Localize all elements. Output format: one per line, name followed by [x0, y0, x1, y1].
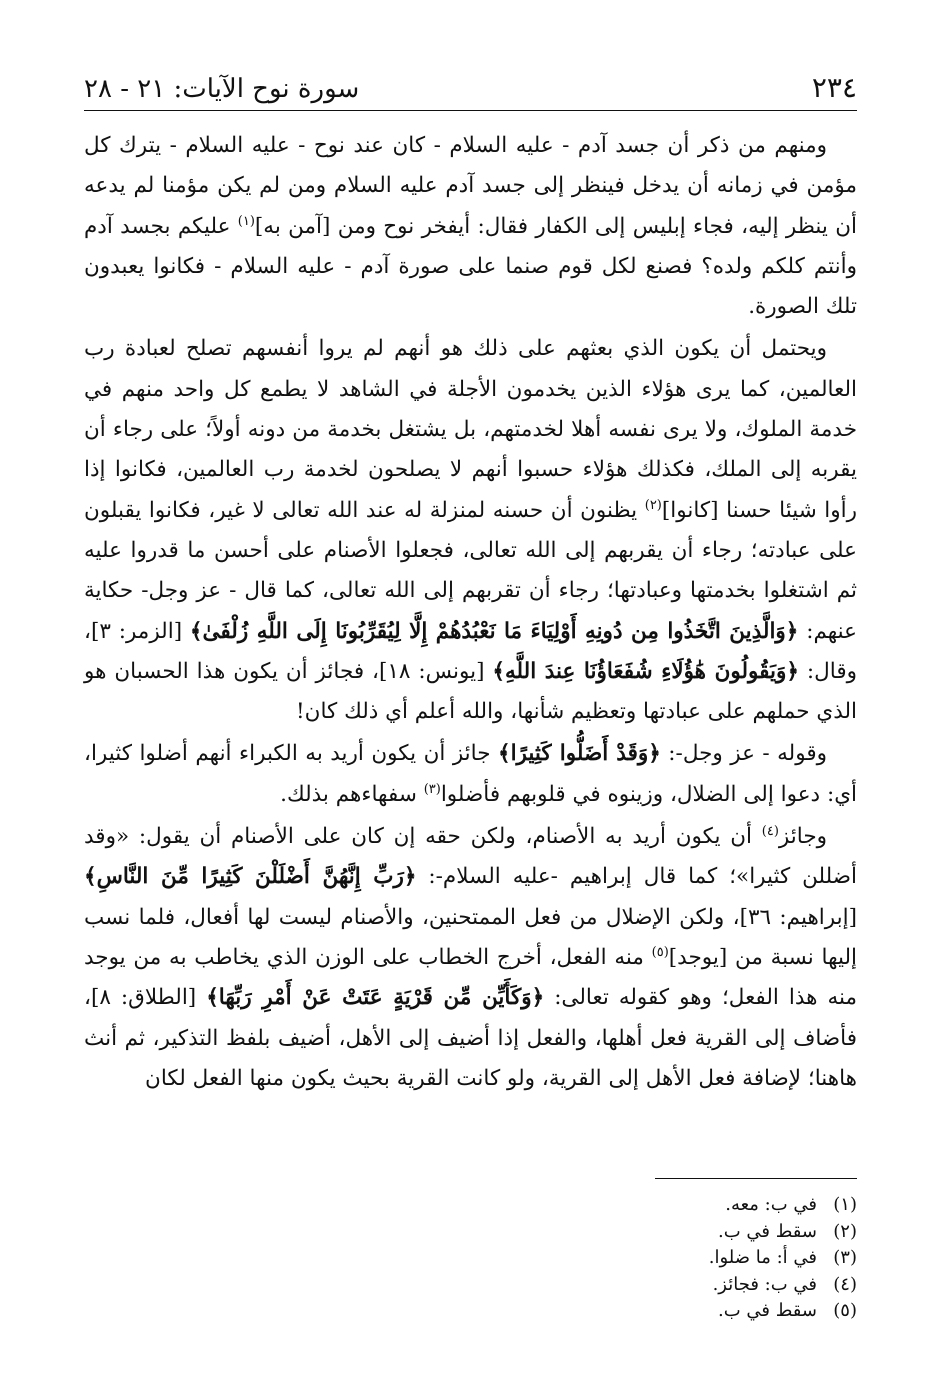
footnote-item [84, 1272, 857, 1299]
footnote-text: سقط في ب. [718, 1220, 817, 1242]
text-segment: سفهاءهم بذلك. [280, 781, 424, 807]
text-segment: [الطلاق: ٨]، فأضاف إلى القرية فعل أهلها، والفعل إذا أضيف إلى الأهل، أضيف بلفظ التذكير، ثم أنث هاهنا؛ لإضافة فعل الأهل إلى القرية، ولو كانت القرية بحيث يكون منها الفعل لكان [84, 985, 857, 1091]
text-segment: منه الفعل، أخرج الخطاب على الوزن الذي يخاطب به من يوجد منه هذا الفعل؛ وهو كقوله تعالى: [84, 944, 857, 1011]
footnotes-list [84, 1192, 857, 1325]
paragraph [84, 329, 857, 732]
footnote-ref: (٣) [423, 781, 441, 797]
quran-verse: ﴿وَكَأَيِّن مِّن قَرْيَةٍ عَتَتْ عَنْ أَمْرِ رَبِّهَا﴾ [206, 985, 545, 1011]
quran-verse: ﴿رَبِّ إِنَّهُنَّ أَضْلَلْنَ كَثِيرًا مِّنَ النَّاسِ﴾ [84, 864, 417, 890]
footnote-item [84, 1298, 857, 1325]
text-segment: [الزمر: ٣]، وقال: [84, 618, 857, 684]
footnote-text: سقط في ب. [718, 1300, 817, 1321]
footnote-ref: (٥) [651, 944, 669, 960]
quran-verse: ﴿وَقَدْ أَضَلُّوا كَثِيرًا﴾ [497, 741, 661, 767]
text-segment: جائز أن يكون أريد به الكبراء أنهم أضلوا كثيرا، أي: دعوا إلى الضلال، وزينوه في قلوبهم فأضلوا [84, 741, 857, 807]
text-segment: عليكم بجسد آدم وأنتم كلكم ولده؟ فصنع لكل قوم صنما على صورة آدم - عليه السلام - فكانوا يعبدون تلك الصورة. [84, 213, 857, 320]
header-divider [84, 110, 857, 111]
footnote-ref: (٢) [644, 497, 662, 513]
page-number: ٢٣٤ [811, 71, 857, 104]
footnote-text: في أ: ما ضلوا. [708, 1247, 817, 1268]
footnote-item [84, 1245, 857, 1272]
quran-verse: ﴿وَالَّذِينَ اتَّخَذُوا مِن دُونِهِ أَوْلِيَاءَ مَا نَعْبُدُهُمْ إِلَّا لِيُقَرِّبُونَا إِلَى اللَّهِ زُلْفَىٰ﴾ [189, 618, 799, 644]
footnote-ref: (٤) [761, 823, 779, 839]
quran-verse: ﴿وَيَقُولُونَ هَٰؤُلَاءِ شُفَعَاؤُنَا عِندَ اللَّهِ﴾ [492, 658, 799, 684]
page-header [84, 64, 857, 104]
footnote-text: في ب: معه. [725, 1194, 817, 1215]
text-segment: وجائز [778, 824, 827, 850]
footnote-text: في ب: فجائز. [712, 1273, 817, 1295]
footnote-item [84, 1192, 857, 1219]
footnote-number: (٥) [833, 1300, 857, 1321]
text-segment: [إبراهيم: ٣٦]، ولكن الإضلال من فعل الممتحنين، والأصنام ليست لها أفعال، فلما نسب إليها نسبة من [يوجد] [84, 904, 857, 970]
footnote-item [84, 1219, 857, 1246]
text-segment: ومنهم من ذكر أن جسد آدم - عليه السلام - كان عند نوح - عليه السلام - يترك كل مؤمن في زمانه أن يدخل فينظر إلى جسد آدم عليه السلام ومن لم يكن مؤمنا لم يدعه أن ينظر إليه، فجاء إبليس إلى الكفار فقال: أيفخر نوح ومن [آمن به] [84, 133, 857, 239]
footnote-number: (١) [833, 1194, 857, 1215]
text-segment: أن يكون أريد به الأصنام، ولكن حقه إن كان على الأصنام أن يقول: «وقد أضللن كثيرا»؛ كما قال إبراهيم -عليه السلام-: [84, 824, 857, 890]
text-segment: [يونس: ١٨]، فجائز أن يكون هذا الحسبان هو الذي حملهم على عبادتها وتعظيم شأنها، والله أعلم أي ذلك كان! [84, 658, 857, 725]
running-title: سورة نوح الآيات: ٢١ - ٢٨ [84, 74, 360, 104]
footnote-number: (٢) [833, 1220, 857, 1242]
paragraph [84, 817, 857, 1099]
paragraph [84, 126, 857, 327]
text-segment: وقوله - عز وجل-: [660, 741, 827, 767]
footnote-number: (٣) [833, 1247, 857, 1268]
text-segment: يظنون أن حسنه لمنزلة له عند الله تعالى لا غير، فكانوا يقبلون على عبادته؛ رجاء أن يقربهم إلى الله تعالى، فجعلوا الأصنام على أحسن ما قدروا عليه ثم اشتغلوا بخدمتها وعبادتها؛ رجاء أن تقربهم إلى الله تعالى، كما قال - عز وجل- حكاية عنهم: [84, 497, 857, 644]
footnote-divider [655, 1178, 857, 1179]
footnote-number: (٤) [833, 1273, 857, 1295]
text-segment: ويحتمل أن يكون الذي بعثهم على ذلك هو أنهم لم يروا أنفسهم تصلح لعبادة رب العالمين، كما يرى هؤلاء الذين يخدمون الأجلة في الشاهد لا يطمع كل واحد منهم في خدمة الملوك، ولا يرى نفسه أهلا لخدمتهم، بل يشتغل بخدمة من دونه أولاً؛ على رجاء أن يقربه إلى الملك، فكذلك هؤلاء حسبوا أنهم لا يصلحون لخدمة رب العالمين، فكانوا إذا رأوا شيئا حسنا [كانوا] [84, 336, 857, 523]
main-text [84, 126, 857, 1099]
footnote-ref: (١) [237, 213, 255, 229]
paragraph [84, 734, 857, 815]
